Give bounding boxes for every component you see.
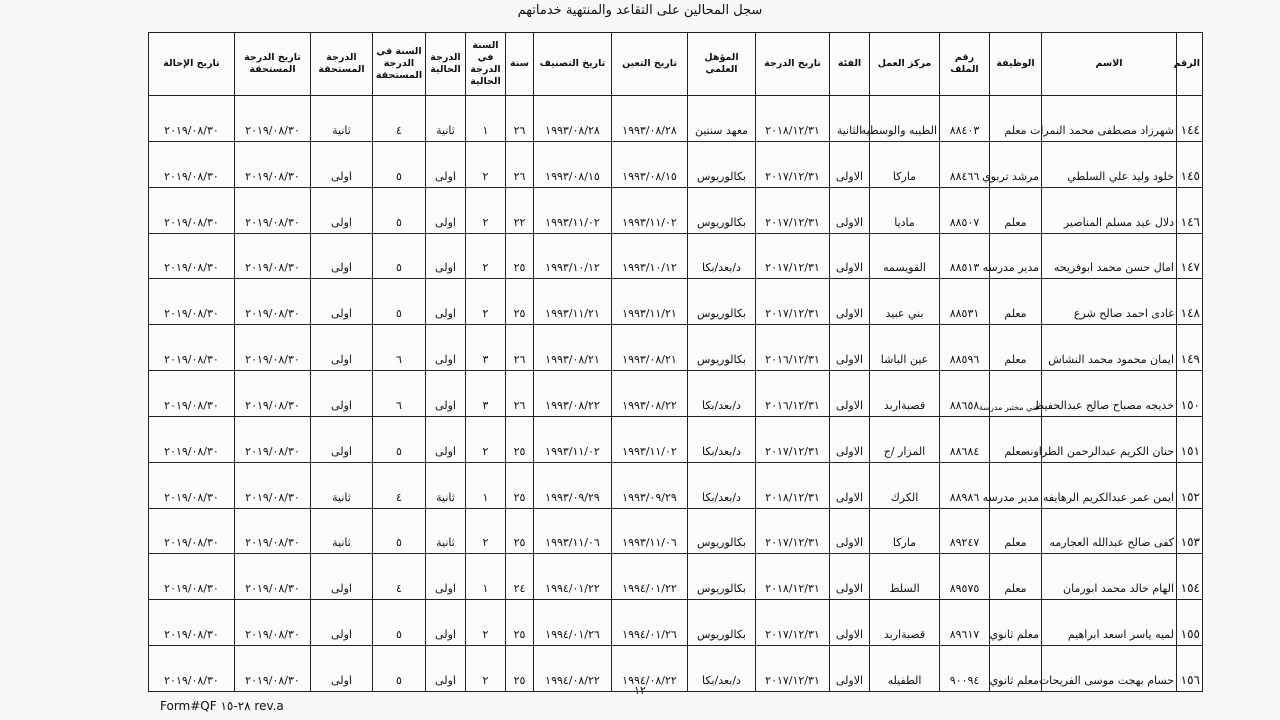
table-cell: ٢٠١٩/٠٨/٣٠ <box>149 187 235 233</box>
table-cell: ٢٠١٩/٠٨/٣٠ <box>235 279 311 325</box>
table-cell: ٢٠١٧/١٢/٣١ <box>756 141 830 187</box>
header-row <box>149 33 1203 96</box>
table-cell: قصبةاربد <box>870 371 940 417</box>
table-cell: ٢٥ <box>506 508 534 554</box>
table-cell: مدير مدرسه <box>990 462 1042 508</box>
table-cell: ٢٠١٩/٠٨/٣٠ <box>235 416 311 462</box>
table-cell: ٨٨٥١٣ <box>940 233 990 279</box>
table-cell: ايمان محمود محمد النشاش <box>1042 325 1177 371</box>
table-row <box>149 462 1203 508</box>
table-cell: ١٩٩٣/٠٨/١٥ <box>612 141 688 187</box>
table-cell: ثانية <box>426 96 466 142</box>
table-cell: اولى <box>311 371 373 417</box>
column-header: تاريخ الدرجة <box>756 33 830 96</box>
table-cell: ٨٨٥٣١ <box>940 279 990 325</box>
table-cell: حسام بهجت موسى الفريحات <box>1042 646 1177 692</box>
table-cell: اولى <box>426 187 466 233</box>
table-cell: ٢٠١٧/١٢/٣١ <box>756 416 830 462</box>
table-cell: ٨٨٥٩٦ <box>940 325 990 371</box>
table-cell: الاولى <box>830 554 870 600</box>
table-cell: ١٥٠ <box>1177 371 1203 417</box>
table-header <box>149 33 1203 96</box>
table-cell: الثانية <box>830 96 870 142</box>
table-cell: بني عبيد <box>870 279 940 325</box>
column-header: المؤهل العلمي <box>688 33 756 96</box>
table-cell: ١٩٩٣/٠٨/١٥ <box>534 141 612 187</box>
table-cell: ٨٩٢٤٧ <box>940 508 990 554</box>
document-title: سجل المحالين على التقاعد والمنتهية خدماتهم <box>517 3 763 18</box>
table-cell: المزار /ج <box>870 416 940 462</box>
table-cell: ٢٠١٩/٠٨/٣٠ <box>149 508 235 554</box>
table-cell: ٥ <box>373 416 426 462</box>
table-cell: السلط <box>870 554 940 600</box>
table-cell: د/بعد/بكا <box>688 416 756 462</box>
table-cell: ماركا <box>870 508 940 554</box>
table-cell: ٥ <box>373 187 426 233</box>
table-cell: لميه ياسر اسعد ابراهيم <box>1042 600 1177 646</box>
table-cell: ٢ <box>466 600 506 646</box>
table-cell: دلال عيد مسلم المناصير <box>1042 187 1177 233</box>
table-cell: ٥ <box>373 508 426 554</box>
table-cell: ٢ <box>466 279 506 325</box>
table-cell: ٢٠١٧/١٢/٣١ <box>756 233 830 279</box>
table-cell: معلم <box>990 279 1042 325</box>
table-cell: ٢٥ <box>506 646 534 692</box>
table-cell: اولى <box>426 371 466 417</box>
table-cell: اولى <box>311 646 373 692</box>
table-row <box>149 141 1203 187</box>
retirement-table <box>148 32 1203 692</box>
table-cell: ٢ <box>466 141 506 187</box>
column-header: الرقم <box>1177 33 1203 96</box>
table-cell: مرشد تربوي <box>990 141 1042 187</box>
column-header: السنة في الدرجة الحالية <box>466 33 506 96</box>
table-cell: ٣ <box>466 371 506 417</box>
table-cell: قصبةاربد <box>870 600 940 646</box>
table-cell: ١٤٤ <box>1177 96 1203 142</box>
table-cell: بكالوريوس <box>688 279 756 325</box>
table-cell: د/بعد/بكا <box>688 233 756 279</box>
table-row <box>149 233 1203 279</box>
table-cell: ١ <box>466 96 506 142</box>
table-cell: اولى <box>426 325 466 371</box>
table-cell: ١٩٩٣/٠٨/٢٢ <box>612 371 688 417</box>
table-cell: الاولى <box>830 279 870 325</box>
table-cell: ٢٠١٧/١٢/٣١ <box>756 508 830 554</box>
table-cell: ٢٠١٩/٠٨/٣٠ <box>235 554 311 600</box>
table-cell: ١٩٩٤/٠١/٢٦ <box>612 600 688 646</box>
table-cell: ١٩٩٣/٠٩/٢٩ <box>612 462 688 508</box>
table-row <box>149 187 1203 233</box>
table-cell: ٦ <box>373 371 426 417</box>
column-header: الاسم <box>1042 33 1177 96</box>
table-cell: ١٤٩ <box>1177 325 1203 371</box>
table-cell: ٢٦ <box>506 325 534 371</box>
table-cell: ١٥١ <box>1177 416 1203 462</box>
table-cell: الطفيله <box>870 646 940 692</box>
table-body <box>149 96 1203 692</box>
table-cell: معلم ثانوي <box>990 600 1042 646</box>
column-header: الوظيفة <box>990 33 1042 96</box>
table-cell: بكالوريوس <box>688 325 756 371</box>
table-cell: ٢٠١٩/٠٨/٣٠ <box>149 371 235 417</box>
table-cell: ٢٦ <box>506 96 534 142</box>
table-cell: ١ <box>466 462 506 508</box>
table-cell: معلم <box>990 554 1042 600</box>
table-cell: خديجه مصباح صالح عبدالحفيظ <box>1042 371 1177 417</box>
table-cell: ٢٠١٩/٠٨/٣٠ <box>235 96 311 142</box>
table-row <box>149 600 1203 646</box>
table-cell: ١٥٢ <box>1177 462 1203 508</box>
table-cell: اولى <box>311 279 373 325</box>
table-cell: ٥ <box>373 646 426 692</box>
table-cell: ٢٠١٩/٠٨/٣٠ <box>149 600 235 646</box>
table-cell: خلود وليد علي السلطي <box>1042 141 1177 187</box>
table-cell: د/بعد/بكا <box>688 371 756 417</box>
table-cell: امال حسن محمد ابوفريحه <box>1042 233 1177 279</box>
table-cell: ٢٠١٩/٠٨/٣٠ <box>149 554 235 600</box>
table-cell: ٢٠١٩/٠٨/٣٠ <box>235 508 311 554</box>
table-cell: اولى <box>426 554 466 600</box>
table-cell: اولى <box>311 187 373 233</box>
table-cell: ثانية <box>311 508 373 554</box>
table-cell: اولى <box>311 600 373 646</box>
table-cell: الهام خالد محمد ابورمان <box>1042 554 1177 600</box>
table-cell: ٨٨٩٨٦ <box>940 462 990 508</box>
table-cell: بكالوريوس <box>688 508 756 554</box>
table-cell: ١٩٩٤/٠٨/٢٢ <box>612 646 688 692</box>
table-cell: بكالوريوس <box>688 554 756 600</box>
table-cell: ٢٦ <box>506 141 534 187</box>
table-cell: ثانية <box>311 462 373 508</box>
column-header: تاريخ الدرجة المستحقة <box>235 33 311 96</box>
table-cell: الكرك <box>870 462 940 508</box>
table-cell: ١٩٩٣/٠٩/٢٩ <box>534 462 612 508</box>
table-cell: الاولى <box>830 416 870 462</box>
table-cell: ٢٠١٩/٠٨/٣٠ <box>235 600 311 646</box>
table-row <box>149 325 1203 371</box>
table-cell: معلم <box>990 325 1042 371</box>
table-cell: ٣ <box>466 325 506 371</box>
table-cell: ٨٨٦٨٤ <box>940 416 990 462</box>
column-header: السنة في الدرجة المستحقة <box>373 33 426 96</box>
table-row <box>149 508 1203 554</box>
table-cell: اولى <box>426 279 466 325</box>
table-cell: ٥ <box>373 600 426 646</box>
table-cell: ٢ <box>466 416 506 462</box>
table-cell: ١٥٣ <box>1177 508 1203 554</box>
table-cell: ١٥٥ <box>1177 600 1203 646</box>
table-cell: ٢٥ <box>506 416 534 462</box>
form-reference: Form#QF ٢٨-١٥ rev.a <box>160 699 284 713</box>
table-cell: ماركا <box>870 141 940 187</box>
table-cell: ٥ <box>373 233 426 279</box>
table-cell: ماديا <box>870 187 940 233</box>
table-cell: الاولى <box>830 325 870 371</box>
table-cell: معلم ثانوي <box>990 646 1042 692</box>
table-cell: ١٩٩٣/١١/٠٢ <box>534 187 612 233</box>
table-cell: ١٩٩٣/٠٨/٢١ <box>534 325 612 371</box>
table-cell: ١٥٦ <box>1177 646 1203 692</box>
table-cell: ٨٩٥٧٥ <box>940 554 990 600</box>
table-cell: الاولى <box>830 187 870 233</box>
table-cell: ٢٠١٩/٠٨/٣٠ <box>235 141 311 187</box>
table-cell: ٥ <box>373 279 426 325</box>
table-cell: ٨٨٤٠٣ <box>940 96 990 142</box>
table-cell: ١٩٩٣/٠٨/٢١ <box>612 325 688 371</box>
table-cell: فني مختبر مدرسة <box>990 371 1042 417</box>
table-cell: ٢٠١٩/٠٨/٣٠ <box>149 279 235 325</box>
table-cell: ٢٠١٨/١٢/٣١ <box>756 462 830 508</box>
table-cell: معلم <box>990 508 1042 554</box>
table-cell: ٢٠١٨/١٢/٣١ <box>756 96 830 142</box>
table-cell: الاولى <box>830 141 870 187</box>
table-cell: ١٩٩٣/٠٨/٢٢ <box>534 371 612 417</box>
table-cell: الاولى <box>830 508 870 554</box>
table-cell: ٦ <box>373 325 426 371</box>
column-header: الفئة <box>830 33 870 96</box>
table-cell: بكالوريوس <box>688 600 756 646</box>
table-cell: ٢٠١٧/١٢/٣١ <box>756 187 830 233</box>
table-cell: ٢ <box>466 508 506 554</box>
table-cell: اولى <box>311 416 373 462</box>
table-cell: ٢٢ <box>506 187 534 233</box>
table-cell: ٨٩٦١٧ <box>940 600 990 646</box>
table-cell: اولى <box>426 141 466 187</box>
table-cell: ١٩٩٣/١١/٠٢ <box>612 416 688 462</box>
table-cell: الطيبه والوسطيه <box>870 96 940 142</box>
table-cell: ايمن عمر عبدالكريم الرهايفه <box>1042 462 1177 508</box>
table-cell: ١٩٩٣/١١/٠٢ <box>534 416 612 462</box>
table-cell: بكالوريوس <box>688 187 756 233</box>
table-cell: ٥ <box>373 141 426 187</box>
table-cell: كفى صالح عبدالله العجارمه <box>1042 508 1177 554</box>
table-cell: بكالوريوس <box>688 141 756 187</box>
table-cell: اولى <box>426 233 466 279</box>
table-row <box>149 96 1203 142</box>
table-cell: ١٩٩٤/٠٨/٢٢ <box>534 646 612 692</box>
table-cell: ٨٨٤٦٦ <box>940 141 990 187</box>
table-cell: ٢٠١٩/٠٨/٣٠ <box>235 646 311 692</box>
retirement-table-container <box>148 32 1202 692</box>
table-cell: عين الباشا <box>870 325 940 371</box>
table-cell: ثانية <box>311 96 373 142</box>
table-cell: اولى <box>311 141 373 187</box>
table-cell: ٢٠١٩/٠٨/٣٠ <box>149 325 235 371</box>
table-cell: ٢٠١٦/١٢/٣١ <box>756 371 830 417</box>
table-cell: معلم <box>990 416 1042 462</box>
table-cell: ٢٠١٧/١٢/٣١ <box>756 646 830 692</box>
table-cell: ١٩٩٤/٠١/٢٢ <box>534 554 612 600</box>
column-header: الدرجة المستحقة <box>311 33 373 96</box>
table-row <box>149 416 1203 462</box>
table-cell: ١٤٧ <box>1177 233 1203 279</box>
table-cell: ٢٦ <box>506 371 534 417</box>
table-cell: ثانية <box>426 462 466 508</box>
table-cell: غادى احمد صالح شرع <box>1042 279 1177 325</box>
column-header: مركز العمل <box>870 33 940 96</box>
table-cell: ٢ <box>466 187 506 233</box>
table-cell: اولى <box>311 233 373 279</box>
table-cell: اولى <box>426 416 466 462</box>
table-cell: اولى <box>426 646 466 692</box>
table-cell: ١٩٩٤/٠١/٢٢ <box>612 554 688 600</box>
table-cell: ١٩٩٣/٠٨/٢٨ <box>612 96 688 142</box>
table-cell: ٢٠١٧/١٢/٣١ <box>756 279 830 325</box>
table-cell: ٢٠١٧/١٢/٣١ <box>756 600 830 646</box>
column-header: تاريخ التعين <box>612 33 688 96</box>
table-cell: ١٩٩٣/١٠/١٢ <box>612 233 688 279</box>
table-cell: معهد سنتين <box>688 96 756 142</box>
table-cell: ١٩٩٣/١١/٠٢ <box>612 187 688 233</box>
column-header: رقم الملف <box>940 33 990 96</box>
table-cell: د/بعد/بكا <box>688 462 756 508</box>
table-cell: ١٩٩٣/١١/٠٦ <box>612 508 688 554</box>
table-cell: ١٥٤ <box>1177 554 1203 600</box>
table-cell: ٢٠١٩/٠٨/٣٠ <box>149 141 235 187</box>
table-cell: ٨٨٦٥٨ <box>940 371 990 417</box>
table-cell: ٢٠١٩/٠٨/٣٠ <box>149 416 235 462</box>
table-cell: الاولى <box>830 600 870 646</box>
table-cell: الاولى <box>830 371 870 417</box>
table-cell: ٢٤ <box>506 554 534 600</box>
table-cell: ٢٠١٩/٠٨/٣٠ <box>235 187 311 233</box>
table-cell: ٢٠١٩/٠٨/٣٠ <box>235 371 311 417</box>
table-cell: القويسمه <box>870 233 940 279</box>
table-cell: د/بعد/بكا <box>688 646 756 692</box>
table-cell: ١٩٩٤/٠١/٢٦ <box>534 600 612 646</box>
table-cell: ٢٠١٩/٠٨/٣٠ <box>235 462 311 508</box>
table-cell: ٢٠١٩/٠٨/٣٠ <box>149 233 235 279</box>
table-cell: ٢ <box>466 233 506 279</box>
table-cell: ٤ <box>373 96 426 142</box>
table-cell: معلم <box>990 187 1042 233</box>
table-cell: الاولى <box>830 462 870 508</box>
table-cell: ٢٠١٩/٠٨/٣٠ <box>149 96 235 142</box>
table-cell: ٤ <box>373 554 426 600</box>
table-cell: ١ <box>466 554 506 600</box>
table-cell: ٢٠١٨/١٢/٣١ <box>756 554 830 600</box>
column-header: سنة <box>506 33 534 96</box>
table-cell: معلم <box>990 96 1042 142</box>
table-cell: اولى <box>426 600 466 646</box>
page-number: ١٢ <box>634 684 646 697</box>
table-cell: ١٤٨ <box>1177 279 1203 325</box>
table-cell: ٢٥ <box>506 462 534 508</box>
table-cell: ٢٠١٩/٠٨/٣٠ <box>235 233 311 279</box>
table-cell: ٢٥ <box>506 600 534 646</box>
table-cell: اولى <box>311 325 373 371</box>
table-cell: ثانية <box>426 508 466 554</box>
column-header: تاريخ التصنيف <box>534 33 612 96</box>
table-cell: ٢٠١٩/٠٨/٣٠ <box>149 646 235 692</box>
table-cell: ١٩٩٣/١١/٢١ <box>612 279 688 325</box>
table-cell: الاولى <box>830 646 870 692</box>
table-cell: ٢٠١٩/٠٨/٣٠ <box>235 325 311 371</box>
table-cell: ٢٠١٩/٠٨/٣٠ <box>149 462 235 508</box>
table-cell: حنان الكريم عبدالرحمن الطراونه <box>1042 416 1177 462</box>
table-row <box>149 371 1203 417</box>
table-cell: الاولى <box>830 233 870 279</box>
table-row <box>149 279 1203 325</box>
table-cell: ١٤٦ <box>1177 187 1203 233</box>
table-cell: ١٩٩٣/٠٨/٢٨ <box>534 96 612 142</box>
table-cell: ٤ <box>373 462 426 508</box>
table-cell: شهرزاد مصطفى محمد النمرات <box>1042 96 1177 142</box>
column-header: تاريخ الإحالة <box>149 33 235 96</box>
table-row <box>149 554 1203 600</box>
table-cell: ١٤٥ <box>1177 141 1203 187</box>
table-cell: ٢ <box>466 646 506 692</box>
table-cell: ١٩٩٣/١١/٠٦ <box>534 508 612 554</box>
column-header: الدرجة الحالية <box>426 33 466 96</box>
table-cell: ٢٠١٦/١٢/٣١ <box>756 325 830 371</box>
table-cell: ٢٥ <box>506 233 534 279</box>
table-cell: ٩٠٠٩٤ <box>940 646 990 692</box>
table-cell: ٨٨٥٠٧ <box>940 187 990 233</box>
table-cell: اولى <box>311 554 373 600</box>
table-cell: ١٩٩٣/١٠/١٢ <box>534 233 612 279</box>
table-cell: ١٩٩٣/١١/٢١ <box>534 279 612 325</box>
table-cell: ٢٥ <box>506 279 534 325</box>
table-cell: مدير مدرسه <box>990 233 1042 279</box>
